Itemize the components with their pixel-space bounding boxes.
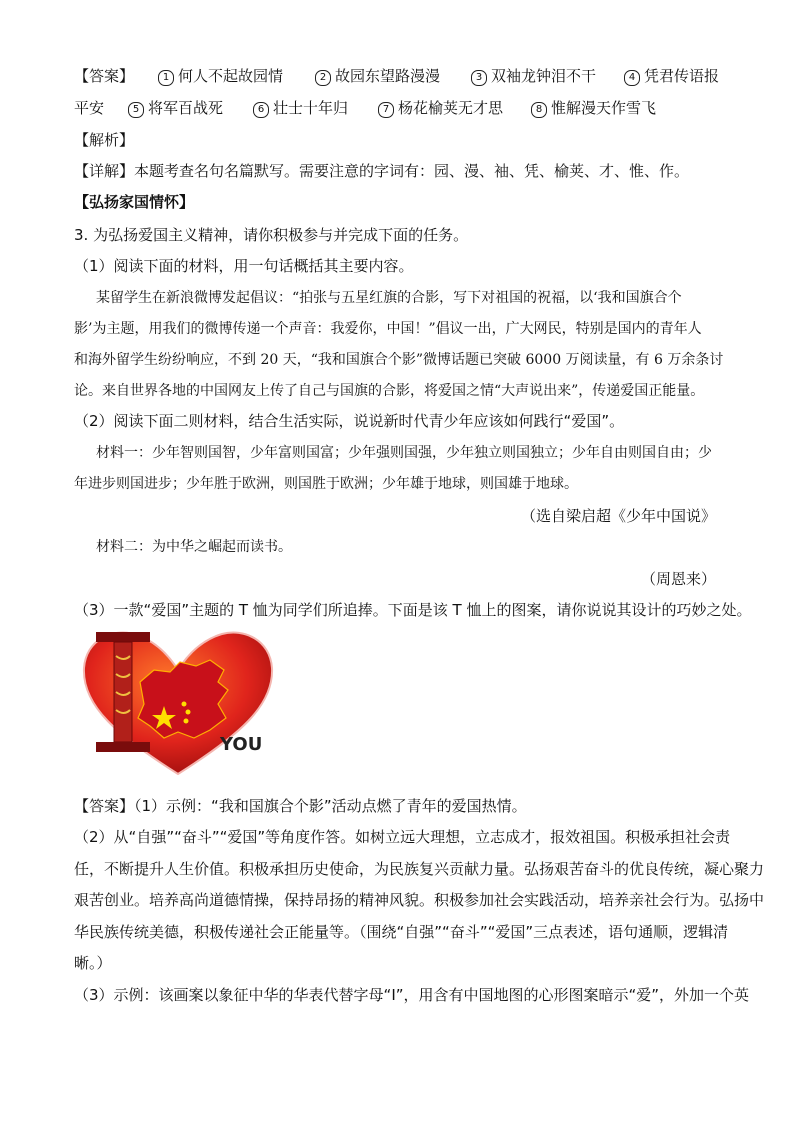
china-map-icon: [138, 660, 228, 738]
answer1-item-5: 5 将军百战死: [128, 98, 223, 118]
answer2-line-6: 晰。）: [74, 954, 112, 972]
q3-stem: 3. 为弘扬爱国主义精神，请你积极参与并完成下面的任务。: [74, 226, 469, 244]
q3-sub1: （1）阅读下面的材料，用一句话概括其主要内容。: [74, 257, 414, 275]
answer1-item-8: 8 惟解漫天作雪飞: [531, 98, 656, 118]
answer2-line-7: （3）示例：该画案以象征中华的华表代替字母“I”，用含有中国地图的心形图案暗示“爱”，外加一个英: [74, 986, 750, 1004]
material2b: 材料二：为中华之崛起而读书。: [96, 539, 292, 555]
analysis-label: 【解析】: [74, 131, 135, 149]
answer1-item-3: 3 双袖龙钟泪不干: [471, 66, 596, 86]
material2a-line-1: 材料一：少年智则国智，少年富则国富；少年强则国强，少年独立则国独立；少年自由则国自由；少: [96, 445, 712, 461]
tshirt-emblem-image: [78, 626, 278, 776]
material2a-source: （选自梁启超《少年中国说》: [520, 507, 716, 525]
huabiao-letter-i-top: [96, 632, 150, 642]
material2b-source: （周恩来）: [640, 570, 716, 588]
answer1-item-2: 2 故园东望路漫漫: [315, 66, 440, 86]
answer1-item-4: 4 凭君传语报: [624, 66, 719, 86]
material1-line-2: 影’为主题，用我们的微博传递一个声音：我爱你，中国！”倡议一出，广大网民，特别是国内的青年人: [74, 321, 702, 337]
material2a-line-2: 年进步则国进步；少年胜于欧洲，则国胜于欧洲；少年雄于地球，则国雄于地球。: [74, 476, 578, 492]
answer2-line-2: （2）从“自强”“奋斗”“爱国”等角度作答。如树立远大理想，立志成才，报效祖国。积极承担社会责: [74, 828, 731, 846]
q3-sub3: （3）一款“爱国”主题的 T 恤为同学们所追捧。下面是该 T 恤上的图案，请你说说其设计的巧妙之处。: [74, 601, 752, 619]
you-text: YOU: [220, 734, 263, 755]
flag-small-star-icon: [184, 719, 189, 724]
answer1-item-4-cont: 平安: [74, 99, 105, 117]
huabiao-letter-i-base: [96, 742, 150, 752]
section-title: 【弘扬家国情怀】: [74, 193, 195, 211]
q3-sub2: （2）阅读下面二则材料，结合生活实际，说说新时代青少年应该如何践行“爱国”。: [74, 412, 625, 430]
answer1-item-1: 1 何人不起故园情: [158, 66, 283, 86]
answer1-item-6: 6 壮士十年归: [253, 98, 348, 118]
flag-small-star-icon: [186, 710, 191, 715]
material1-line-1: 某留学生在新浪微博发起倡议：“拍张与五星红旗的合影，写下对祖国的祝福，以‘我和国旗合个: [96, 290, 682, 306]
answer1-row1: [74, 66, 134, 86]
detail-text: 【详解】本题考查名句名篇默写。需要注意的字词有：园、漫、袖、凭、榆荚、才、惟、作。: [74, 162, 690, 180]
answer1-label: 【答案】: [74, 67, 135, 85]
answer2-line-4: 艰苦创业。培养高尚道德情操，保持昂扬的精神风貌。积极参加社会实践活动，培养亲社会行为。弘扬中: [74, 891, 765, 909]
flag-small-star-icon: [182, 702, 187, 707]
answer1-item-7: 7 杨花榆荚无才思: [378, 98, 503, 118]
answer2-line-3: 任，不断提升人生价值。积极承担历史使命，为民族复兴贡献力量。弘扬艰苦奋斗的优良传统，凝心聚力: [74, 860, 765, 878]
answer2-line-5: 华民族传统美德，积极传递社会正能量等。（围绕“自强”“奋斗”“爱国”三点表述，语句通顺，逻辑清: [74, 923, 729, 941]
material1-line-4: 论。来自世界各地的中国网友上传了自己与国旗的合影，将爱国之情“大声说出来”，传递爱国正能量。: [74, 383, 705, 399]
material1-line-3: 和海外留学生纷纷响应，不到 20 天，“我和国旗合个影”微博话题已突破 6000 万阅读量，有 6 万余条讨: [74, 352, 724, 368]
answer2-line-1: 【答案】（1）示例：“我和国旗合个影”活动点燃了青年的爱国热情。: [74, 797, 527, 815]
